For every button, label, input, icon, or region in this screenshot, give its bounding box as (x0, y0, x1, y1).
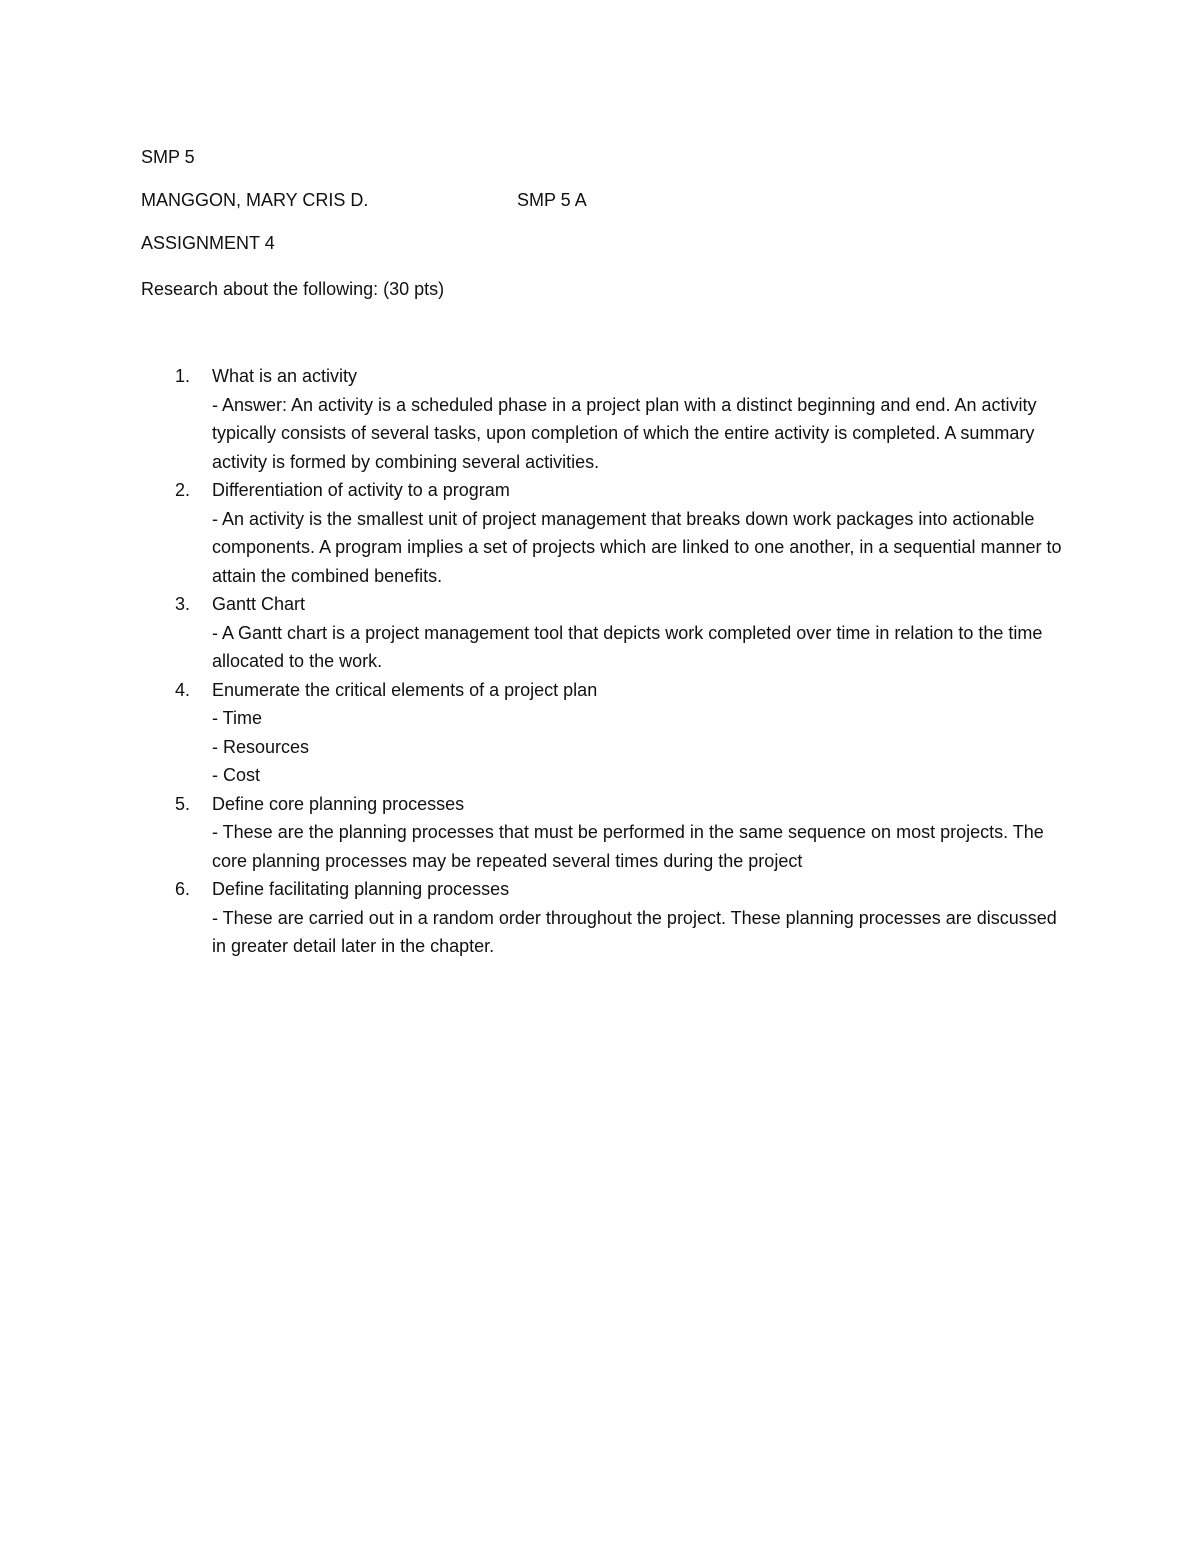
question-item (141, 590, 1071, 676)
question-item (141, 476, 1071, 590)
section-label: SMP 5 A (517, 190, 587, 210)
answer-text: - An activity is the smallest unit of project management that breaks down work packages into actionable components. A program implies a set of projects which are linked to one another, in a sequential manner to attain the combined benefits. (212, 508, 1062, 586)
answer-text: - A Gantt chart is a project management tool that depicts work completed over time in relation to the time allocated to the work. (212, 622, 1043, 671)
answer-text: - These are carried out in a random order throughout the project. These planning processes are discussed in greater detail later in the chapter. (212, 907, 1057, 956)
question-title: Define facilitating planning processes (212, 879, 510, 899)
question-list (141, 362, 1071, 961)
answer-text: - Resources (212, 736, 310, 757)
question-title: Gantt Chart (212, 594, 306, 614)
instructions: Research about the following: (30 pts) (141, 279, 445, 299)
document-code: SMP 5 (141, 147, 195, 167)
question-item (141, 676, 1071, 790)
question-item (141, 362, 1071, 476)
answer-text: - These are the planning processes that must be performed in the same sequence on most projects. The core planning processes may be repeated several times during the project (212, 822, 1044, 871)
answer-text: - Answer: An activity is a scheduled phase in a project plan with a distinct beginning and end. An activity typically consists of several tasks, upon completion of which the entire activity is completed. A summary activity is formed by combining several activities. (212, 394, 1037, 472)
question-number: 4. (175, 679, 191, 700)
question-title: What is an activity (212, 366, 358, 386)
question-title: Differentiation of activity to a program (212, 480, 510, 500)
name-section-row (141, 186, 661, 214)
question-number: 6. (175, 879, 191, 899)
question-number: 2. (175, 480, 191, 500)
question-title: Define core planning processes (212, 793, 465, 814)
question-number: 3. (175, 594, 191, 614)
assignment-title: ASSIGNMENT 4 (141, 233, 275, 253)
question-item (141, 790, 1071, 876)
answer-text: - Cost (212, 765, 261, 785)
question-title: Enumerate the critical elements of a project plan (212, 679, 598, 700)
question-number: 1. (175, 366, 191, 386)
question-number: 5. (175, 793, 191, 814)
question-item (141, 875, 1071, 961)
answer-text: - Time (212, 708, 263, 728)
student-name: MANGGON, MARY CRIS D. (141, 190, 369, 210)
